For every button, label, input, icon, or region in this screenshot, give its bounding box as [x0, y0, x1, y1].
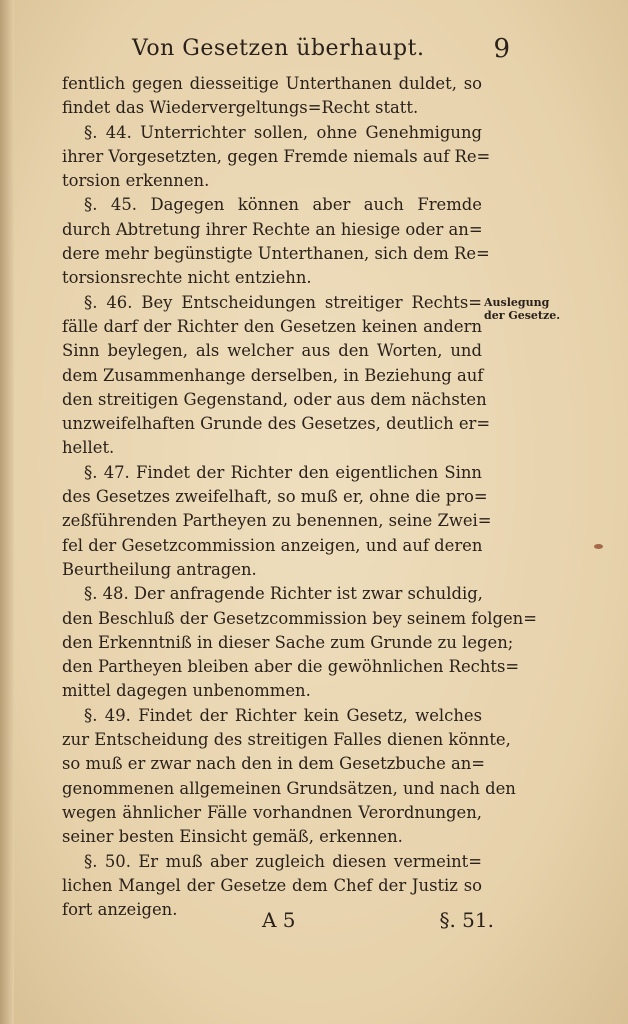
text-line: Beurtheilung antragen.: [62, 559, 257, 579]
text-line: mittel dagegen unbenommen.: [62, 681, 311, 701]
text-line: fentlich gegen diesseitige Unterthanen duldet, so: [62, 74, 482, 93]
text-line: §. 45. Dagegen können aber auch Fremde: [84, 195, 482, 215]
text-line: fort anzeigen.: [62, 900, 178, 920]
text-line: wegen ähnlicher Fälle vorhandnen Verordnungen,: [62, 802, 482, 822]
text-line: seiner besten Einsicht gemäß, erkennen.: [62, 827, 403, 847]
text-line: des Gesetzes zweifelhaft, so muß er, ohne die pro=: [62, 487, 488, 507]
margin-note: [484, 296, 574, 322]
text-line: Sinn beylegen, als welcher aus den Worten, und: [62, 341, 482, 361]
text-line: den Erkenntniß in dieser Sache zum Grunde zu legen;: [62, 632, 514, 652]
text-line: dere mehr begünstigte Unterthanen, sich dem Re=: [62, 244, 490, 264]
text-line: §. 48. Der anfragende Richter ist zwar schuldig,: [84, 584, 483, 604]
signature-mark: A 5: [262, 908, 296, 932]
text-line: ihrer Vorgesetzten, gegen Fremde niemals auf Re=: [62, 146, 491, 166]
page-footer: [62, 908, 494, 938]
text-line: fälle darf der Richter den Gesetzen keinen andern: [62, 316, 482, 336]
text-line: §. 50. Er muß aber zugleich diesen vermeint=: [84, 851, 482, 871]
text-line: §. 49. Findet der Richter kein Gesetz, welches: [84, 705, 482, 725]
text-line: so muß er zwar nach den in dem Gesetzbuche an=: [62, 754, 486, 774]
text-line: hellet.: [62, 438, 115, 458]
page-gutter: [0, 0, 14, 1024]
text-line: §. 47. Findet der Richter den eigentlichen Sinn: [84, 462, 482, 482]
text-line: torsion erkennen.: [62, 171, 210, 191]
text-line: zeßführenden Partheyen zu benennen, seine Zwei=: [62, 511, 492, 531]
text-line: den Partheyen bleiben aber die gewöhnlichen Rechts=: [62, 657, 520, 677]
page-header: [60, 34, 510, 66]
text-line: unzweifelhaften Grunde des Gesetzes, deutlich er=: [62, 414, 491, 434]
text-line: den streitigen Gegenstand, oder aus dem nächsten: [62, 389, 487, 409]
text-line: zur Entscheidung des streitigen Falles dienen könnte,: [62, 730, 511, 750]
text-line: lichen Mangel der Gesetze dem Chef der Justiz so: [62, 875, 482, 895]
margin-note-line: Auslegung: [484, 296, 550, 309]
text-line: findet das Wiedervergeltungs=Recht statt.: [62, 98, 419, 118]
text-line: §. 44. Unterrichter sollen, ohne Genehmigung: [84, 122, 482, 142]
margin-note-line: der Gesetze.: [484, 309, 561, 322]
ink-stain: [594, 544, 603, 549]
text-line: fel der Gesetzcommission anzeigen, und auf deren: [62, 535, 483, 555]
text-line: genommenen allgemeinen Grundsätzen, und nach den: [62, 778, 516, 798]
text-line: torsionsrechte nicht entziehn.: [62, 268, 312, 288]
catchword: §. 51.: [439, 908, 494, 932]
text-line: dem Zusammenhange derselben, in Beziehung auf: [62, 365, 484, 385]
text-line: §. 46. Bey Entscheidungen streitiger Rechts=: [84, 292, 482, 312]
running-head: Von Gesetzen überhaupt.: [132, 36, 425, 61]
text-line: den Beschluß der Gesetzcommission bey seinem folgen=: [62, 608, 537, 628]
text-line: durch Abtretung ihrer Rechte an hiesige oder an=: [62, 219, 483, 239]
page-number: 9: [493, 34, 510, 64]
